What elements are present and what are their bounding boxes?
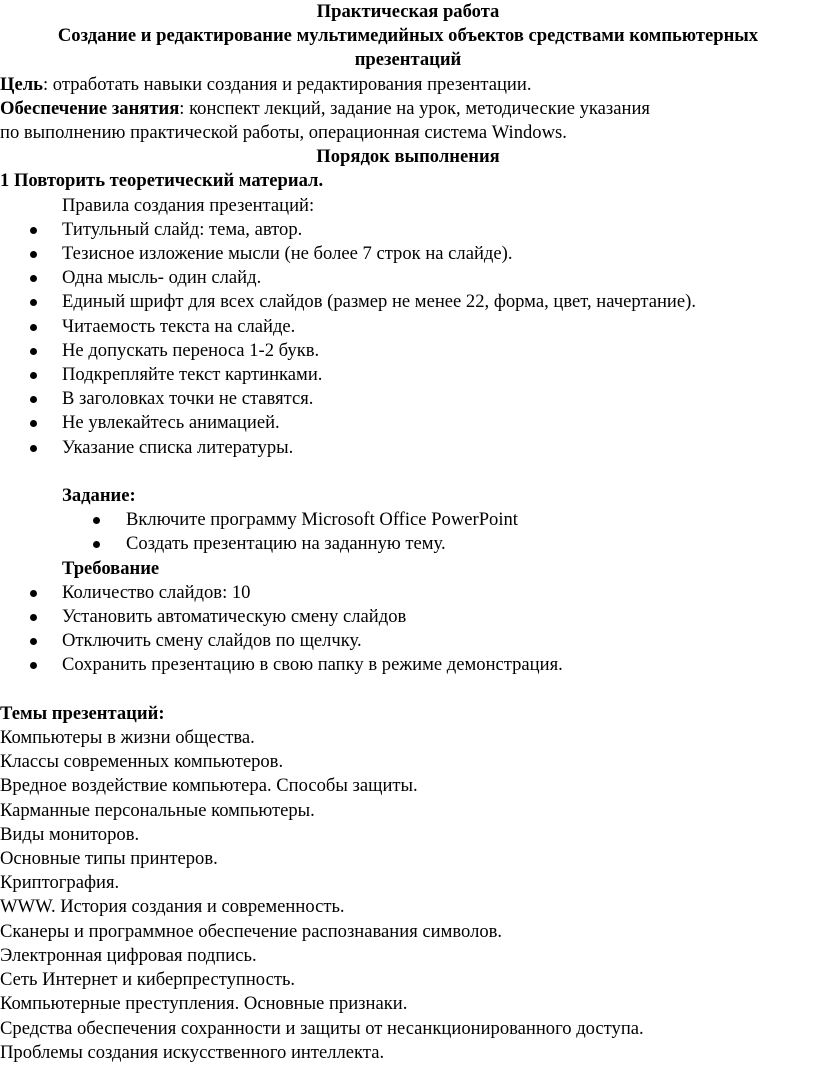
bullet-icon (30, 662, 37, 669)
support-text-2: по выполнению практической работы, операционная система Windows. (0, 122, 567, 144)
bullet-icon (30, 372, 37, 379)
bullet-icon (30, 396, 37, 403)
bullet-icon (30, 614, 37, 621)
list-item: Карманные персональные компьютеры. (0, 799, 315, 821)
list-item: Сеть Интернет и киберпреступность. (0, 969, 296, 991)
list-item: WWW. История создания и современность. (0, 896, 345, 918)
list-item: Указание списка литературы. (0, 436, 816, 460)
list-item: Компьютерные преступления. Основные признаки. (0, 993, 408, 1015)
topics-list (0, 726, 816, 1065)
bullet-icon (30, 420, 37, 427)
list-item: Проблемы создания искусственного интеллекта. (0, 1041, 385, 1063)
bullet-icon (93, 517, 100, 524)
goal-text: : отработать навыки создания и редактирования презентации. (42, 73, 532, 95)
list-item: Компьютеры в жизни общества. (0, 727, 255, 749)
list-item: Не допускать переноса 1-2 букв. (0, 339, 816, 363)
list-item: Средства обеспечения сохранности и защиты от несанкционированного доступа. (0, 1017, 644, 1039)
step1-heading: 1 Повторить теоретический материал. (0, 170, 324, 192)
list-item: Читаемость текста на слайде. (0, 315, 816, 339)
list-item: Титульный слайд: тема, автор. (0, 218, 816, 242)
list-item: Сканеры и программное обеспечение распознавания символов. (0, 920, 503, 942)
list-item: Классы современных компьютеров. (0, 751, 284, 773)
list-item: Тезисное изложение мысли (не более 7 строк на слайде). (0, 242, 816, 266)
requirements-list (0, 581, 816, 678)
bullet-icon (30, 251, 37, 258)
list-item: Основные типы принтеров. (0, 848, 218, 870)
procedure-heading: Порядок выполнения (316, 146, 500, 168)
list-item: Подкрепляйте текст картинками. (0, 363, 816, 387)
task-heading: Задание: (62, 485, 136, 507)
bullet-icon (30, 324, 37, 331)
list-item: Включите программу Microsoft Office PowerPoint (0, 508, 816, 532)
list-item: Виды мониторов. (0, 823, 140, 845)
bullet-icon (93, 541, 100, 548)
subtitle-line-2: презентаций (354, 49, 462, 71)
list-item: Установить автоматическую смену слайдов (0, 605, 816, 629)
bullet-icon (30, 275, 37, 282)
bullet-icon (30, 445, 37, 452)
list-item: Единый шрифт для всех слайдов (размер не менее 22, форма, цвет, начертание). (0, 290, 816, 314)
bullet-icon (30, 590, 37, 597)
rules-list (0, 218, 816, 460)
spacer (0, 460, 816, 484)
requirements-heading: Требование (62, 557, 160, 579)
subtitle-line-1: Создание и редактирование мультимедийных объектов средствами компьютерных (57, 25, 759, 47)
spacer (0, 678, 816, 702)
list-item: Криптография. (0, 872, 120, 894)
list-item: Сохранить презентацию в свою папку в режиме демонстрация. (0, 653, 816, 677)
page-title: Практическая работа (316, 1, 500, 22)
bullet-icon (30, 348, 37, 355)
list-item: Электронная цифровая подпись. (0, 944, 257, 966)
bullet-icon (30, 638, 37, 645)
bullet-icon (30, 227, 37, 234)
goal-paragraph (0, 73, 816, 97)
list-item: Вредное воздействие компьютера. Способы защиты. (0, 775, 418, 797)
task-list (0, 508, 816, 556)
bullet-icon (30, 299, 37, 306)
rules-intro: Правила создания презентаций: (62, 194, 315, 216)
topics-heading: Темы презентаций: (0, 702, 165, 724)
support-text-1: : конспект лекций, задание на урок, методические указания (179, 97, 650, 119)
list-item: Отключить смену слайдов по щелчку. (0, 629, 816, 653)
list-item: В заголовках точки не ставятся. (0, 387, 816, 411)
support-label: Обеспечение занятия (0, 97, 180, 119)
list-item: Количество слайдов: 10 (0, 581, 816, 605)
list-item: Не увлекайтесь анимацией. (0, 411, 816, 435)
goal-label: Цель (0, 73, 43, 95)
list-item: Создать презентацию на заданную тему. (0, 532, 816, 556)
list-item: Одна мысль- один слайд. (0, 266, 816, 290)
support-paragraph (0, 97, 816, 121)
